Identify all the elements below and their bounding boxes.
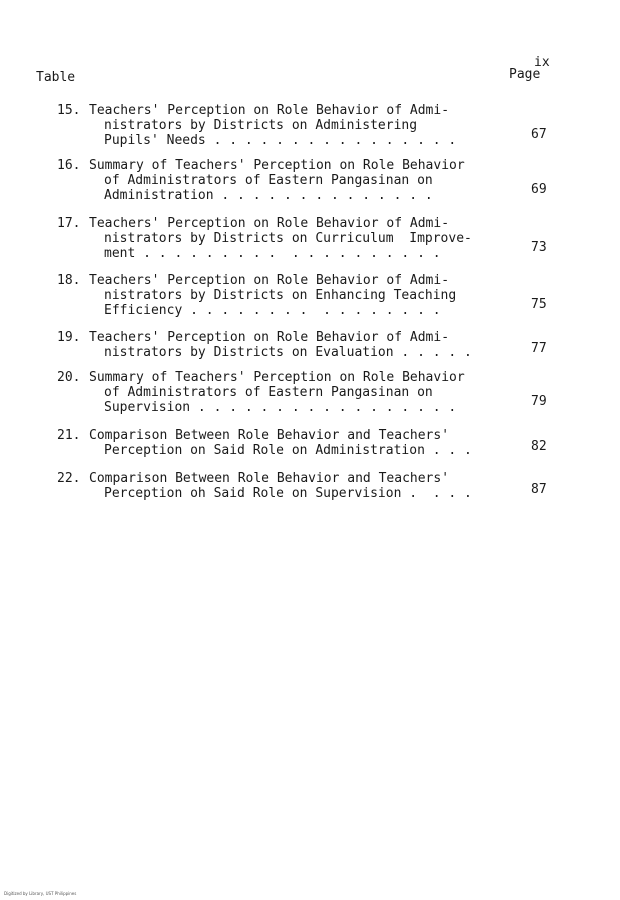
entry-title [89, 103, 456, 148]
page-column-header: Page [509, 67, 541, 82]
entry-title [89, 273, 456, 318]
entry-page-number: 73 [531, 240, 547, 255]
entry-title-line: nistrators by Districts on Evaluation . . . . . [104, 345, 472, 360]
entry-title-line: Comparison Between Role Behavior and Teachers' [89, 471, 450, 486]
entry-title-line: Summary of Teachers' Perception on Role Behavior [89, 370, 465, 385]
entry-title-line: ment . . . . . . . . . . . . . . . . . . . [104, 246, 441, 261]
entry-title-line: nistrators by Districts on Curriculum Improve- [104, 231, 472, 246]
entry-number: 18. [57, 273, 81, 288]
entry-number: 22. [57, 471, 81, 486]
entry-title-line: Summary of Teachers' Perception on Role Behavior [89, 158, 465, 173]
entry-number: 21. [57, 428, 81, 443]
entry-title-line: nistrators by Districts on Administering [104, 118, 418, 133]
footer-note: Digitized by Library, UST Philippines [4, 891, 77, 896]
entry-title-line: nistrators by Districts on Enhancing Teaching [104, 288, 457, 303]
entry-page-number: 87 [531, 482, 547, 497]
table-column-header: Table [36, 70, 76, 85]
entry-title-line: of Administrators of Eastern Pangasinan on [104, 385, 433, 400]
entry-page-number: 69 [531, 182, 547, 197]
entry-title [89, 428, 472, 458]
entry-page-number: 77 [531, 341, 547, 356]
page-number: ix [534, 55, 550, 70]
entry-number: 17. [57, 216, 81, 231]
entry-title [89, 370, 465, 415]
entry-page-number: 67 [531, 127, 547, 142]
entry-title [89, 330, 472, 360]
entry-page-number: 79 [531, 394, 547, 409]
entry-number: 15. [57, 103, 81, 118]
entry-title-line: of Administrators of Eastern Pangasinan on [104, 173, 433, 188]
entry-number: 16. [57, 158, 81, 173]
entry-title-line: Teachers' Perception on Role Behavior of Admi- [89, 330, 450, 345]
entry-title-line: Supervision . . . . . . . . . . . . . . . . . [104, 400, 457, 415]
entry-title-line: Teachers' Perception on Role Behavior of Admi- [89, 273, 450, 288]
entry-title [89, 471, 472, 501]
entry-title-line: Perception oh Said Role on Supervision . . . . [104, 486, 472, 501]
entry-title-line: Teachers' Perception on Role Behavior of Admi- [89, 216, 450, 231]
entry-title [89, 216, 472, 261]
entry-title-line: Comparison Between Role Behavior and Teachers' [89, 428, 450, 443]
entry-number: 19. [57, 330, 81, 345]
entry-title-line: Pupils' Needs . . . . . . . . . . . . . . . . [104, 133, 457, 148]
entry-title-line: Teachers' Perception on Role Behavior of Admi- [89, 103, 450, 118]
entry-title-line: Administration . . . . . . . . . . . . . . [104, 188, 433, 203]
entry-title-line: Perception on Said Role on Administration . . . [104, 443, 472, 458]
entry-title [89, 158, 465, 203]
entry-page-number: 75 [531, 297, 547, 312]
entry-number: 20. [57, 370, 81, 385]
entry-page-number: 82 [531, 439, 547, 454]
entry-title-line: Efficiency . . . . . . . . . . . . . . . . [104, 303, 441, 318]
